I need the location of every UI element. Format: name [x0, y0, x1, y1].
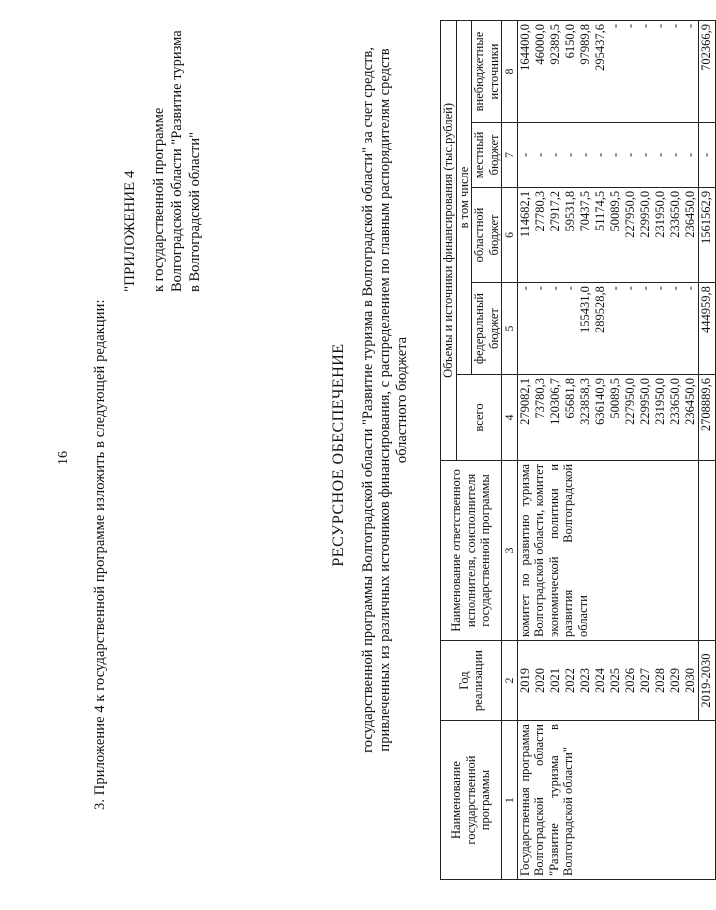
total-cell — [517, 374, 698, 460]
appendix-heading: "ПРИЛОЖЕНИЕ 4 — [122, 170, 138, 292]
executor-cell: комитет по развитию туризма Волгоградской области, комитет экономической политики и развития Волгоградской области — [517, 460, 698, 640]
cell-value: 2029 — [667, 668, 682, 694]
program-name-cell: Государственная программа Волгоградской области "Развитие туризма в Волгоградской области" — [517, 721, 715, 880]
cell-value: 279082,1 — [517, 377, 532, 425]
cell-value: - — [547, 152, 562, 158]
totals-total: 2708889,6 — [698, 374, 715, 460]
cell-value: - — [622, 152, 637, 158]
header-program-name: Наименование государственной программы — [441, 721, 502, 880]
cell-value: 65681,8 — [562, 377, 577, 419]
cell-value: 2025 — [607, 668, 622, 694]
years-cell — [517, 640, 698, 720]
cell-value: - — [622, 24, 637, 29]
header-regional: областной бюджет — [472, 187, 502, 282]
cell-value: 295437,6 — [592, 24, 607, 71]
cell-value: 46000,0 — [532, 24, 547, 65]
cell-value: 227950,0 — [622, 190, 637, 238]
cell-value: - — [637, 152, 652, 158]
cell-value: 6150,0 — [562, 24, 577, 59]
cell-value: - — [562, 152, 577, 158]
cell-value: - — [667, 24, 682, 29]
cell-value: 636140,9 — [592, 377, 607, 425]
cell-value: 236450,0 — [682, 377, 697, 425]
cell-value: - — [652, 152, 667, 158]
header-executor: Наименование ответственного исполнителя, соисполнителя государственной программы — [441, 460, 502, 640]
column-number: 6 — [502, 187, 518, 282]
local-cell — [517, 123, 698, 188]
cell-value: 2026 — [622, 668, 637, 694]
cell-value: 236450,0 — [682, 190, 697, 238]
column-number: 4 — [502, 374, 518, 460]
cell-value: 114682,1 — [517, 190, 532, 238]
header-volumes: Объемы и источники финансирования (тыс.рублей) — [441, 21, 457, 461]
cell-value: - — [607, 286, 622, 291]
extrabudget-cell — [517, 21, 698, 123]
cell-value: 50089,5 — [607, 377, 622, 419]
header-row — [441, 21, 457, 880]
totals-regional: 1561562,9 — [698, 187, 715, 282]
totals-executor-empty — [698, 460, 715, 640]
document-title: РЕСУРСНОЕ ОБЕСПЕЧЕНИЕ — [330, 343, 347, 567]
header-local: местный бюджет — [472, 123, 502, 188]
column-number: 8 — [502, 21, 518, 123]
cell-value: 227950,0 — [622, 377, 637, 425]
cell-value: 70437,5 — [577, 190, 592, 232]
cell-value: - — [622, 286, 637, 291]
cell-value: - — [517, 152, 532, 158]
federal-cell — [517, 283, 698, 375]
cell-value: 155431,0 — [577, 286, 592, 334]
column-number: 2 — [502, 640, 518, 720]
cell-value: - — [637, 24, 652, 29]
cell-value: 289528,8 — [592, 286, 607, 334]
totals-local: - — [698, 123, 715, 188]
cell-value: - — [547, 286, 562, 291]
cell-value: 2023 — [577, 668, 592, 694]
cell-value: 27917,2 — [547, 190, 562, 232]
cell-value: - — [667, 152, 682, 158]
cell-value: 323858,3 — [577, 377, 592, 425]
header-federal: федеральный бюджет — [472, 283, 502, 375]
resource-table — [440, 20, 716, 880]
cell-value: 120306,7 — [547, 377, 562, 425]
regional-cell — [517, 187, 698, 282]
totals-extrabudget: 702366,9 — [698, 21, 715, 123]
cell-value: - — [682, 286, 697, 291]
cell-value: 164400,0 — [517, 24, 532, 71]
header-year: Год реализации — [441, 640, 502, 720]
intro-text: 3. Приложение 4 к государственной программе изложить в следующей редакции: — [92, 299, 108, 810]
column-number: 5 — [502, 283, 518, 375]
data-row — [517, 21, 698, 880]
totals-federal: 444959,8 — [698, 283, 715, 375]
cell-value: - — [592, 152, 607, 158]
cell-value: 2020 — [532, 668, 547, 694]
cell-value: 2028 — [652, 668, 667, 694]
cell-value: - — [562, 286, 577, 291]
appendix-note: к государственной программе Волгоградской области "Развитие туризма в Волгоградской области" — [151, 30, 203, 292]
cell-value: - — [652, 24, 667, 29]
cell-value: - — [532, 152, 547, 158]
cell-value: 97989,8 — [577, 24, 592, 65]
cell-value: 73780,3 — [532, 377, 547, 419]
cell-value: 2030 — [682, 668, 697, 694]
cell-value: 229950,0 — [637, 377, 652, 425]
cell-value: 2019 — [517, 668, 532, 694]
cell-value: 50089,5 — [607, 190, 622, 232]
cell-value: - — [607, 152, 622, 158]
cell-value: - — [607, 24, 622, 29]
cell-value: - — [682, 24, 697, 29]
cell-value: - — [667, 286, 682, 291]
cell-value: - — [637, 286, 652, 291]
column-number-row — [502, 21, 518, 880]
header-extrabudget: внебюджетные источники — [472, 21, 502, 123]
cell-value: 51174,5 — [592, 190, 607, 231]
header-total: всего — [456, 374, 502, 460]
cell-value: 92389,5 — [547, 24, 562, 65]
totals-period: 2019-2030 — [698, 640, 715, 720]
page-number: 16 — [56, 451, 71, 465]
cell-value: - — [652, 286, 667, 291]
column-number: 7 — [502, 123, 518, 188]
cell-value: 27780,3 — [532, 190, 547, 232]
document-subtitle: государственной программы Волгоградской области "Развитие туризма в Волгоградской области" за счет средств, привлеченных из различных источников финансирования, с распределением по главным распорядителям средств областного бюджета — [360, 47, 410, 753]
cell-value: - — [682, 152, 697, 158]
cell-value: - — [577, 152, 592, 158]
cell-value: 231950,0 — [652, 190, 667, 238]
cell-value: 2024 — [592, 668, 607, 694]
header-including: в том числе — [456, 21, 472, 375]
cell-value: - — [517, 286, 532, 291]
cell-value: - — [532, 286, 547, 291]
cell-value: 2021 — [547, 668, 562, 694]
column-number: 1 — [502, 721, 518, 880]
cell-value: 231950,0 — [652, 377, 667, 425]
cell-value: 59531,8 — [562, 190, 577, 232]
cell-value: 2022 — [562, 668, 577, 694]
cell-value: 233650,0 — [667, 377, 682, 425]
cell-value: 229950,0 — [637, 190, 652, 238]
column-number: 3 — [502, 460, 518, 640]
cell-value: 2027 — [637, 668, 652, 694]
cell-value: 233650,0 — [667, 190, 682, 238]
